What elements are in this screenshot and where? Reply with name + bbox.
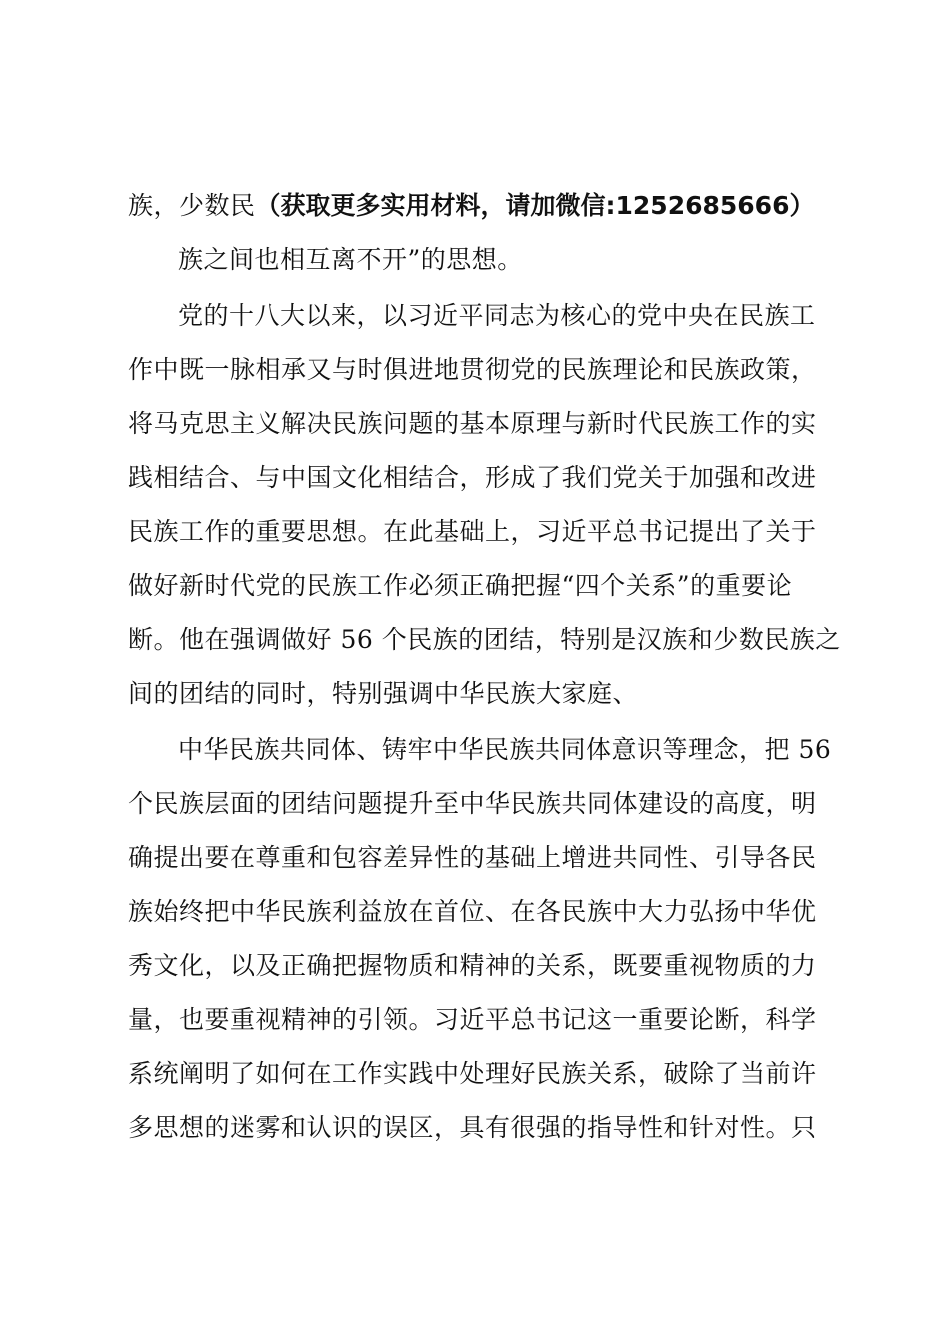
paragraph-1-line: 断。他在强调做好 56 个民族的团结，特别是汉族和少数民族之 <box>128 625 841 654</box>
paragraph-1-line: 间的团结的同时，特别强调中华民族大家庭、 <box>128 679 639 708</box>
paragraph-1-line: 做好新时代党的民族工作必须正确把握“四个关系”的重要论 <box>128 571 793 600</box>
intro-line <box>128 188 828 224</box>
paragraph-2-line: 确提出要在尊重和包容差异性的基础上增进共同性、引导各民 <box>128 843 817 872</box>
paragraph-2-line: 个民族层面的团结问题提升至中华民族共同体建设的高度，明 <box>128 789 817 818</box>
intro-continuation: 族之间也相互离不开”的思想。 <box>178 245 523 274</box>
paragraph-1-line: 将马克思主义解决民族问题的基本原理与新时代民族工作的实 <box>128 409 817 438</box>
paragraph-1-line: 践相结合、与中国文化相结合，形成了我们党关于加强和改进 <box>128 463 817 492</box>
paragraph-2-line: 秀文化，以及正确把握物质和精神的关系，既要重视物质的力 <box>128 951 817 980</box>
intro-lead: 族，少数民 <box>128 191 256 220</box>
promo-text: （获取更多实用材料，请加微信:1252685666） <box>255 191 815 220</box>
paragraph-2-line: 系统阐明了如何在工作实践中处理好民族关系，破除了当前许 <box>128 1059 817 1088</box>
paragraph-2-line: 族始终把中华民族利益放在首位、在各民族中大力弘扬中华优 <box>128 897 817 926</box>
paragraph-2-line: 多思想的迷雾和认识的误区，具有很强的指导性和针对性。只 <box>128 1113 817 1142</box>
paragraph-2-line: 中华民族共同体、铸牢中华民族共同体意识等理念，把 56 <box>178 735 832 764</box>
paragraph-2-line: 量，也要重视精神的引领。习近平总书记这一重要论断，科学 <box>128 1005 817 1034</box>
paragraph-1-line: 作中既一脉相承又与时俱进地贯彻党的民族理论和民族政策， <box>128 355 817 384</box>
paragraph-1-line: 党的十八大以来，以习近平同志为核心的党中央在民族工 <box>178 301 816 330</box>
paragraph-1-line: 民族工作的重要思想。在此基础上，习近平总书记提出了关于 <box>128 517 817 546</box>
